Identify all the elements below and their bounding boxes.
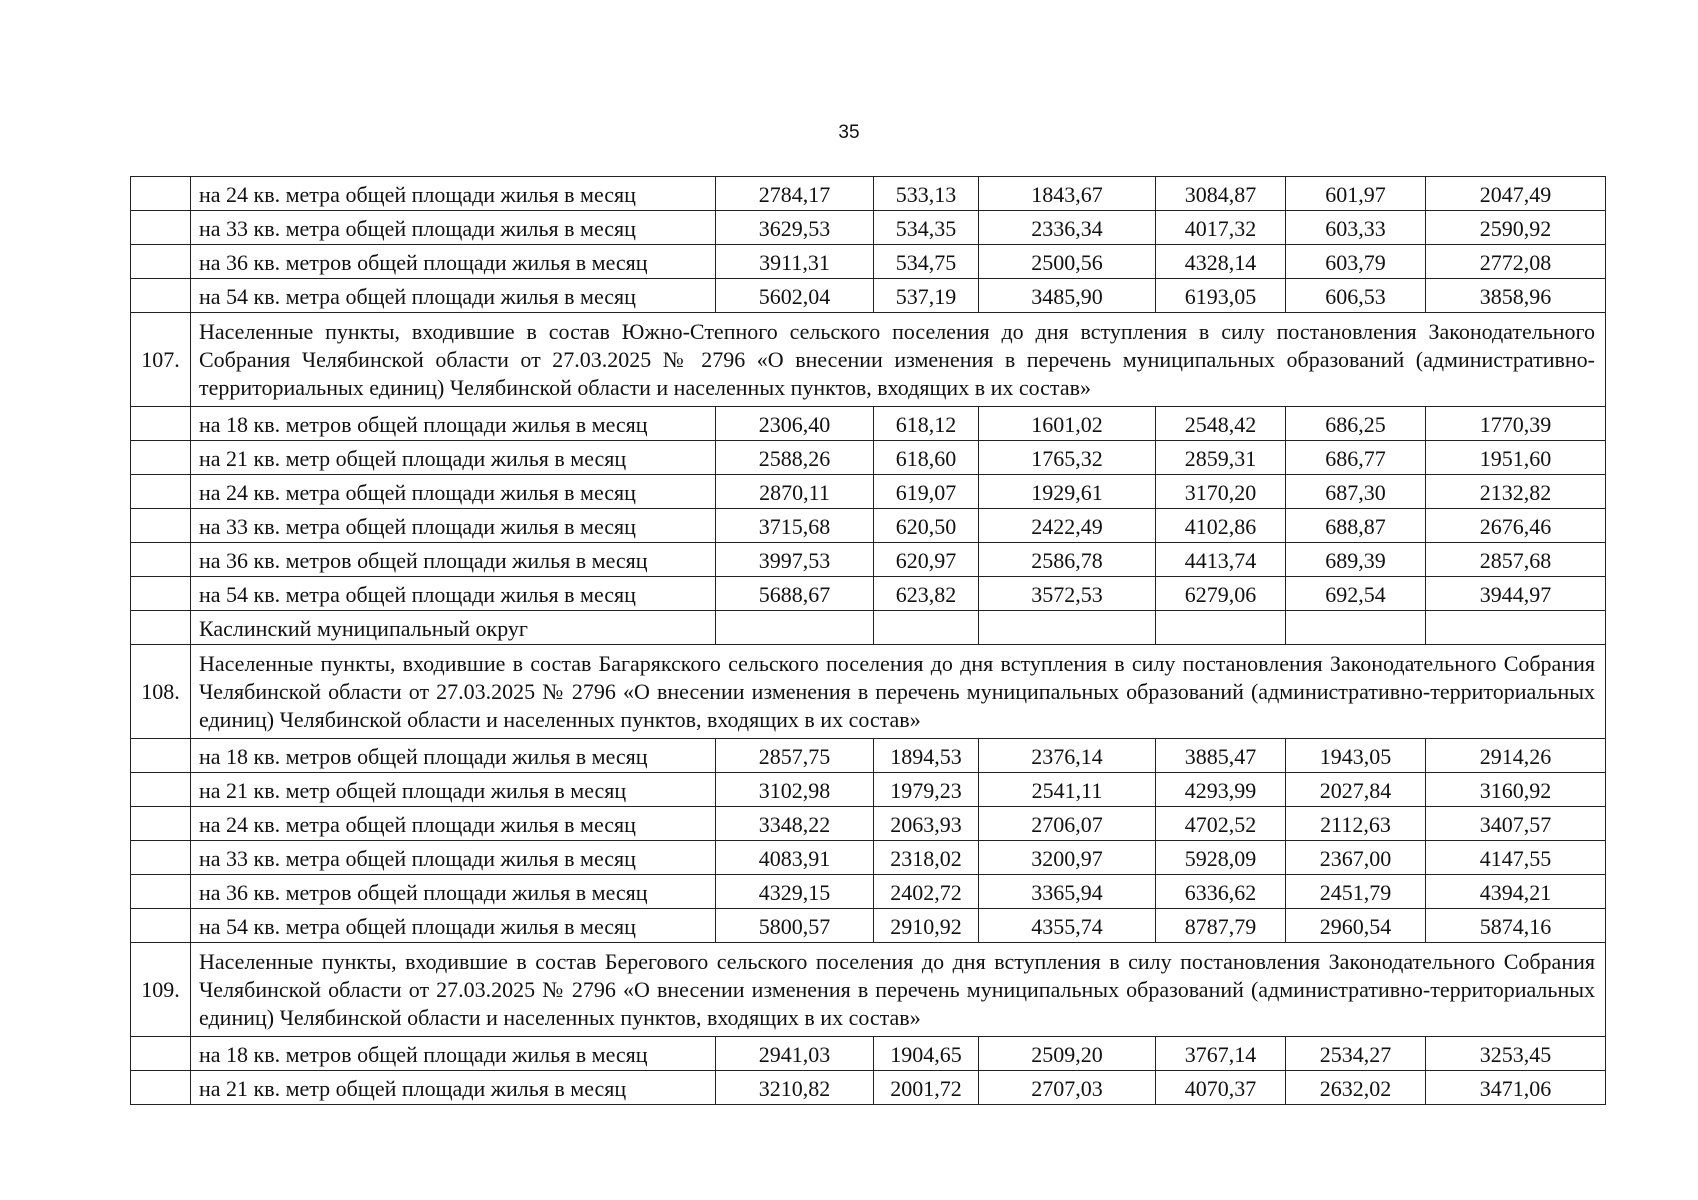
table-row [131, 841, 1606, 875]
row-label: на 24 кв. метра общей площади жилья в месяц [191, 807, 716, 841]
section-index: 108. [131, 645, 191, 739]
value-cell: 2376,14 [979, 739, 1156, 773]
value-cell: 1943,05 [1286, 739, 1426, 773]
row-label: на 18 кв. метров общей площади жилья в месяц [191, 739, 716, 773]
value-cell: 2941,03 [716, 1037, 874, 1071]
value-cell: 2402,72 [874, 875, 979, 909]
value-cell: 3170,20 [1156, 475, 1286, 509]
row-label: на 18 кв. метров общей площади жилья в месяц [191, 407, 716, 441]
value-cell: 2063,93 [874, 807, 979, 841]
value-cell [979, 611, 1156, 645]
index-cell [131, 807, 191, 841]
table-body [131, 177, 1606, 1105]
value-cell: 2870,11 [716, 475, 874, 509]
value-cell [874, 611, 979, 645]
value-cell: 2318,02 [874, 841, 979, 875]
value-cell [716, 611, 874, 645]
section-description: Населенные пункты, входившие в состав Багарякского сельского поселения до дня вступления в силу постановления Законодательного Собрания Челябинской области от 27.03.2025 № 2796 «О внесении изменения в перечень муниципальных образований (административно-территориальных единиц) Челябинской области и населенных пунктов, входящих в их состав» [191, 645, 1606, 739]
table-row [131, 475, 1606, 509]
row-label: Каслинский муниципальный округ [191, 611, 716, 645]
value-cell: 4147,55 [1426, 841, 1606, 875]
value-cell: 4355,74 [979, 909, 1156, 943]
section-description: Населенные пункты, входившие в состав Берегового сельского поселения до дня вступления в силу постановления Законодательного Собрания Челябинской области от 27.03.2025 № 2796 «О внесении изменения в перечень муниципальных образований (административно-территориальных единиц) Челябинской области и населенных пунктов, входящих в их состав» [191, 943, 1606, 1037]
value-cell: 2027,84 [1286, 773, 1426, 807]
value-cell: 2500,56 [979, 245, 1156, 279]
value-cell: 2859,31 [1156, 441, 1286, 475]
value-cell: 537,19 [874, 279, 979, 313]
table-row [131, 509, 1606, 543]
index-cell [131, 739, 191, 773]
index-cell [131, 441, 191, 475]
value-cell: 5800,57 [716, 909, 874, 943]
tariff-table [130, 176, 1606, 1105]
value-cell: 2132,82 [1426, 475, 1606, 509]
value-cell: 534,75 [874, 245, 979, 279]
value-cell: 2960,54 [1286, 909, 1426, 943]
value-cell: 2772,08 [1426, 245, 1606, 279]
section-index: 107. [131, 313, 191, 407]
row-label: на 21 кв. метр общей площади жилья в месяц [191, 441, 716, 475]
value-cell [1156, 611, 1286, 645]
value-cell: 3084,87 [1156, 177, 1286, 211]
value-cell: 3715,68 [716, 509, 874, 543]
value-cell: 8787,79 [1156, 909, 1286, 943]
index-cell [131, 543, 191, 577]
value-cell: 3160,92 [1426, 773, 1606, 807]
value-cell: 3767,14 [1156, 1037, 1286, 1071]
value-cell: 689,39 [1286, 543, 1426, 577]
value-cell: 2784,17 [716, 177, 874, 211]
row-label: на 24 кв. метра общей площади жилья в месяц [191, 177, 716, 211]
value-cell: 4293,99 [1156, 773, 1286, 807]
value-cell: 4017,32 [1156, 211, 1286, 245]
index-cell [131, 773, 191, 807]
value-cell: 2047,49 [1426, 177, 1606, 211]
row-label: на 33 кв. метра общей площади жилья в месяц [191, 211, 716, 245]
value-cell: 687,30 [1286, 475, 1426, 509]
section-index: 109. [131, 943, 191, 1037]
row-label: на 54 кв. метра общей площади жилья в месяц [191, 909, 716, 943]
value-cell: 6336,62 [1156, 875, 1286, 909]
value-cell: 533,13 [874, 177, 979, 211]
value-cell: 2632,02 [1286, 1071, 1426, 1105]
value-cell: 603,33 [1286, 211, 1426, 245]
value-cell: 601,97 [1286, 177, 1426, 211]
value-cell: 534,35 [874, 211, 979, 245]
value-cell: 3365,94 [979, 875, 1156, 909]
table-row [131, 611, 1606, 645]
value-cell: 606,53 [1286, 279, 1426, 313]
value-cell: 3885,47 [1156, 739, 1286, 773]
row-label: на 24 кв. метра общей площади жилья в месяц [191, 475, 716, 509]
value-cell: 686,77 [1286, 441, 1426, 475]
section-header-row [131, 313, 1606, 407]
index-cell [131, 475, 191, 509]
row-label: на 36 кв. метров общей площади жилья в месяц [191, 875, 716, 909]
value-cell: 2590,92 [1426, 211, 1606, 245]
table-row [131, 1037, 1606, 1071]
table-row [131, 1071, 1606, 1105]
value-cell: 2534,27 [1286, 1037, 1426, 1071]
value-cell: 2306,40 [716, 407, 874, 441]
table-row [131, 577, 1606, 611]
value-cell: 618,60 [874, 441, 979, 475]
value-cell: 6279,06 [1156, 577, 1286, 611]
index-cell [131, 279, 191, 313]
value-cell: 2910,92 [874, 909, 979, 943]
table-row [131, 407, 1606, 441]
table-row [131, 279, 1606, 313]
table-row [131, 739, 1606, 773]
value-cell: 2706,07 [979, 807, 1156, 841]
row-label: на 18 кв. метров общей площади жилья в месяц [191, 1037, 716, 1071]
value-cell: 4329,15 [716, 875, 874, 909]
value-cell: 2336,34 [979, 211, 1156, 245]
table-row [131, 441, 1606, 475]
index-cell [131, 841, 191, 875]
index-cell [131, 909, 191, 943]
value-cell: 3210,82 [716, 1071, 874, 1105]
value-cell: 4070,37 [1156, 1071, 1286, 1105]
value-cell: 3102,98 [716, 773, 874, 807]
value-cell: 1770,39 [1426, 407, 1606, 441]
table-row [131, 211, 1606, 245]
value-cell: 2548,42 [1156, 407, 1286, 441]
index-cell [131, 509, 191, 543]
value-cell: 3629,53 [716, 211, 874, 245]
value-cell: 1894,53 [874, 739, 979, 773]
value-cell: 692,54 [1286, 577, 1426, 611]
value-cell: 2857,75 [716, 739, 874, 773]
table-row [131, 909, 1606, 943]
value-cell: 620,50 [874, 509, 979, 543]
value-cell: 3858,96 [1426, 279, 1606, 313]
value-cell: 2509,20 [979, 1037, 1156, 1071]
value-cell: 5602,04 [716, 279, 874, 313]
index-cell [131, 577, 191, 611]
index-cell [131, 1071, 191, 1105]
value-cell: 3944,97 [1426, 577, 1606, 611]
value-cell: 2914,26 [1426, 739, 1606, 773]
value-cell: 2707,03 [979, 1071, 1156, 1105]
value-cell: 4702,52 [1156, 807, 1286, 841]
table-row [131, 875, 1606, 909]
row-label: на 33 кв. метра общей площади жилья в месяц [191, 509, 716, 543]
index-cell [131, 611, 191, 645]
value-cell: 3407,57 [1426, 807, 1606, 841]
value-cell: 4102,86 [1156, 509, 1286, 543]
value-cell: 4328,14 [1156, 245, 1286, 279]
row-label: на 54 кв. метра общей площади жилья в месяц [191, 279, 716, 313]
value-cell: 3200,97 [979, 841, 1156, 875]
value-cell: 618,12 [874, 407, 979, 441]
value-cell: 623,82 [874, 577, 979, 611]
value-cell: 5928,09 [1156, 841, 1286, 875]
value-cell: 3253,45 [1426, 1037, 1606, 1071]
table-row [131, 773, 1606, 807]
value-cell: 3471,06 [1426, 1071, 1606, 1105]
value-cell: 3997,53 [716, 543, 874, 577]
value-cell: 688,87 [1286, 509, 1426, 543]
value-cell: 1904,65 [874, 1037, 979, 1071]
value-cell: 4394,21 [1426, 875, 1606, 909]
row-label: на 33 кв. метра общей площади жилья в месяц [191, 841, 716, 875]
value-cell: 686,25 [1286, 407, 1426, 441]
value-cell: 2541,11 [979, 773, 1156, 807]
value-cell: 5874,16 [1426, 909, 1606, 943]
value-cell: 2001,72 [874, 1071, 979, 1105]
row-label: на 36 кв. метров общей площади жилья в месяц [191, 245, 716, 279]
row-label: на 21 кв. метр общей площади жилья в месяц [191, 773, 716, 807]
value-cell: 619,07 [874, 475, 979, 509]
value-cell: 2586,78 [979, 543, 1156, 577]
value-cell: 3911,31 [716, 245, 874, 279]
row-label: на 36 кв. метров общей площади жилья в месяц [191, 543, 716, 577]
table-row [131, 177, 1606, 211]
row-label: на 54 кв. метра общей площади жилья в месяц [191, 577, 716, 611]
value-cell: 1765,32 [979, 441, 1156, 475]
index-cell [131, 177, 191, 211]
value-cell [1426, 611, 1606, 645]
index-cell [131, 245, 191, 279]
row-label: на 21 кв. метр общей площади жилья в месяц [191, 1071, 716, 1105]
table-row [131, 807, 1606, 841]
value-cell: 4413,74 [1156, 543, 1286, 577]
value-cell: 1843,67 [979, 177, 1156, 211]
page-number: 35 [838, 122, 860, 143]
value-cell: 2676,46 [1426, 509, 1606, 543]
value-cell: 620,97 [874, 543, 979, 577]
table-row [131, 543, 1606, 577]
index-cell [131, 407, 191, 441]
value-cell: 2422,49 [979, 509, 1156, 543]
value-cell: 3348,22 [716, 807, 874, 841]
value-cell: 3485,90 [979, 279, 1156, 313]
value-cell: 6193,05 [1156, 279, 1286, 313]
value-cell: 2112,63 [1286, 807, 1426, 841]
index-cell [131, 875, 191, 909]
value-cell: 4083,91 [716, 841, 874, 875]
value-cell [1286, 611, 1426, 645]
value-cell: 2451,79 [1286, 875, 1426, 909]
value-cell: 1601,02 [979, 407, 1156, 441]
value-cell: 5688,67 [716, 577, 874, 611]
index-cell [131, 211, 191, 245]
value-cell: 2588,26 [716, 441, 874, 475]
value-cell: 2367,00 [1286, 841, 1426, 875]
value-cell: 1979,23 [874, 773, 979, 807]
value-cell: 3572,53 [979, 577, 1156, 611]
section-description: Населенные пункты, входившие в состав Южно-Степного сельского поселения до дня вступления в силу постановления Законодательного Собрания Челябинской области от 27.03.2025 № 2796 «О внесении изменения в перечень муниципальных образований (административно-территориальных единиц) Челябинской области и населенных пунктов, входящих в их состав» [191, 313, 1606, 407]
table-row [131, 245, 1606, 279]
section-header-row [131, 943, 1606, 1037]
value-cell: 1951,60 [1426, 441, 1606, 475]
index-cell [131, 1037, 191, 1071]
value-cell: 2857,68 [1426, 543, 1606, 577]
section-header-row [131, 645, 1606, 739]
value-cell: 603,79 [1286, 245, 1426, 279]
value-cell: 1929,61 [979, 475, 1156, 509]
